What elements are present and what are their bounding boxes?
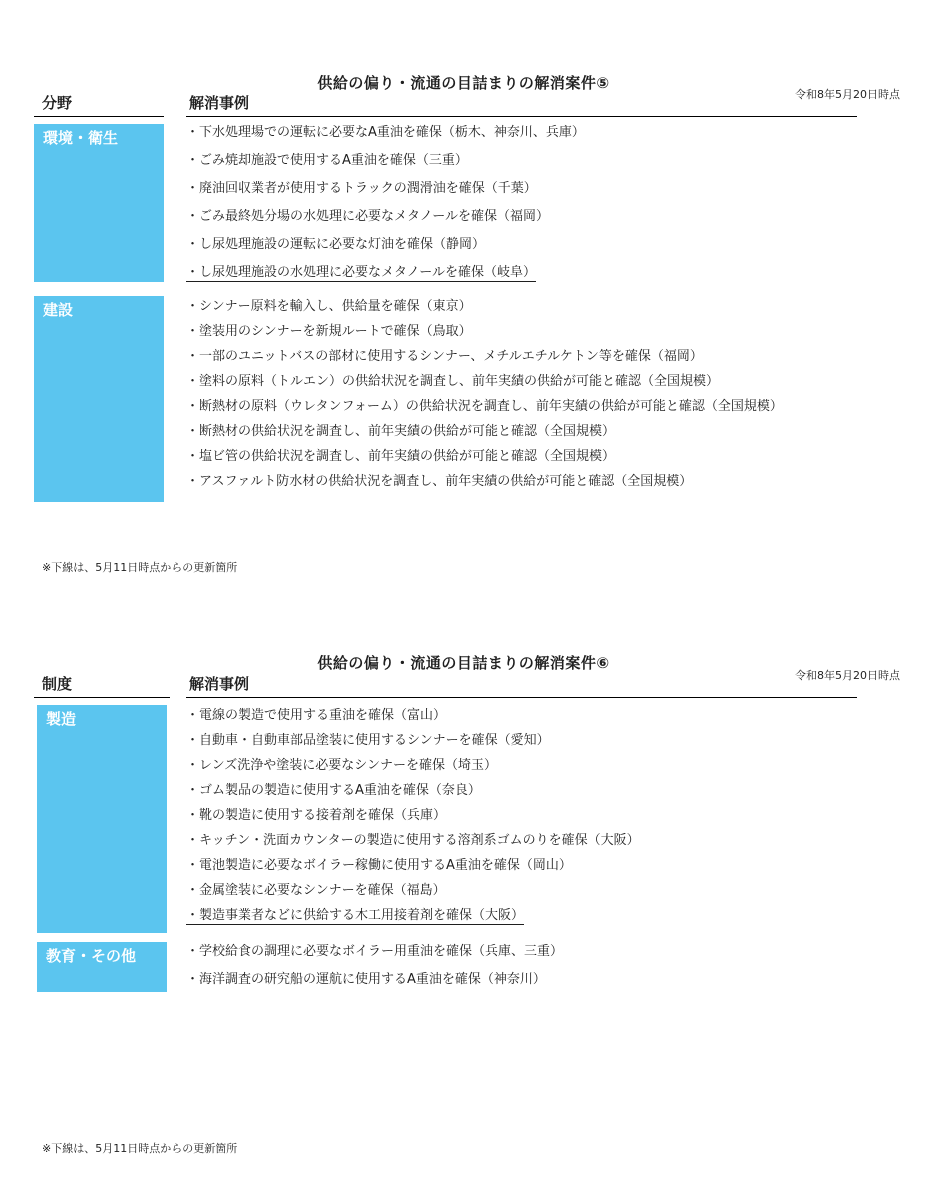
category-label: 建設: [43, 301, 74, 319]
footnote: ※下線は、5月11日時点からの更新箇所: [42, 561, 238, 574]
list-item: ・海洋調査の研究船の運航に使用するA重油を確保（神奈川）: [186, 972, 546, 987]
page-title: 供給の偏り・流通の目詰まりの解消案件⑤: [317, 74, 610, 92]
list-item: ・断熱材の原料（ウレタンフォーム）の供給状況を調査し、前年実績の供給が可能と確認（全国規模）: [186, 399, 783, 414]
list-item: ・ごみ最終処分場の水処理に必要なメタノールを確保（福岡）: [186, 209, 549, 224]
list-item: ・塩ビ管の供給状況を調査し、前年実績の供給が可能と確認（全国規模）: [186, 449, 616, 464]
case-list-manufacturing: [186, 707, 640, 932]
page-title: 供給の偏り・流通の目詰まりの解消案件⑥: [317, 654, 610, 672]
category-education-other: [37, 942, 167, 992]
list-item: ・ごみ焼却施設で使用するA重油を確保（三重）: [186, 153, 468, 168]
list-item: ・塗装用のシンナーを新規ルートで確保（鳥取）: [186, 324, 472, 339]
list-item: ・電池製造に必要なボイラー稼働に使用するA重油を確保（岡山）: [186, 858, 572, 873]
list-item: ・一部のユニットバスの部材に使用するシンナー、メチルエチルケトン等を確保（福岡）: [186, 349, 703, 364]
as-of-date: 令和8年5月20日時点: [795, 669, 900, 682]
column-header-system: 制度: [42, 675, 73, 693]
footnote: ※下線は、5月11日時点からの更新箇所: [42, 1142, 238, 1155]
category-label: 環境・衛生: [43, 129, 119, 147]
list-item: ・学校給食の調理に必要なボイラー用重油を確保（兵庫、三重）: [186, 944, 564, 959]
list-item: ・金属塗装に必要なシンナーを確保（福島）: [186, 883, 446, 898]
list-item: ・し尿処理施設の運転に必要な灯油を確保（静岡）: [186, 237, 486, 252]
column-header-field: 分野: [42, 94, 73, 112]
list-item: ・レンズ洗浄や塗装に必要なシンナーを確保（埼玉）: [186, 758, 497, 773]
header-rule-left: [34, 697, 170, 698]
category-label: 教育・その他: [46, 947, 137, 965]
list-item: ・キッチン・洗面カウンターの製造に使用する溶剤系ゴムのりを確保（大阪）: [186, 833, 640, 848]
list-item: ・電線の製造で使用する重油を確保（富山）: [186, 708, 447, 723]
list-item: ・アスファルト防水材の供給状況を調査し、前年実績の供給が可能と確認（全国規模）: [186, 474, 693, 489]
category-label: 製造: [46, 710, 77, 728]
case-list-education-other: [186, 943, 563, 999]
list-item: ・廃油回収業者が使用するトラックの潤滑油を確保（千葉）: [186, 181, 537, 196]
list-item: ・断熱材の供給状況を調査し、前年実績の供給が可能と確認（全国規模）: [186, 424, 616, 439]
list-item: ・塗料の原料（トルエン）の供給状況を調査し、前年実績の供給が可能と確認（全国規模）: [186, 374, 720, 389]
list-item: ・ゴム製品の製造に使用するA重油を確保（奈良）: [186, 783, 481, 798]
list-item-updated: ・製造事業者などに供給する木工用接着剤を確保（大阪）: [186, 908, 525, 923]
as-of-date: 令和8年5月20日時点: [795, 88, 900, 101]
list-item: ・シンナー原料を輸入し、供給量を確保（東京）: [186, 299, 472, 314]
list-item: ・下水処理場での運転に必要なA重油を確保（栃木、神奈川、兵庫）: [186, 125, 585, 140]
list-item-updated: ・し尿処理施設の水処理に必要なメタノールを確保（岐阜）: [186, 265, 536, 280]
header-rule-right: [186, 697, 857, 698]
column-header-cases: 解消事例: [189, 94, 250, 112]
list-item: ・靴の製造に使用する接着剤を確保（兵庫）: [186, 808, 447, 823]
list-item: ・自動車・自動車部品塗装に使用するシンナーを確保（愛知）: [186, 733, 550, 748]
category-manufacturing: [37, 705, 167, 933]
column-header-cases: 解消事例: [189, 675, 250, 693]
